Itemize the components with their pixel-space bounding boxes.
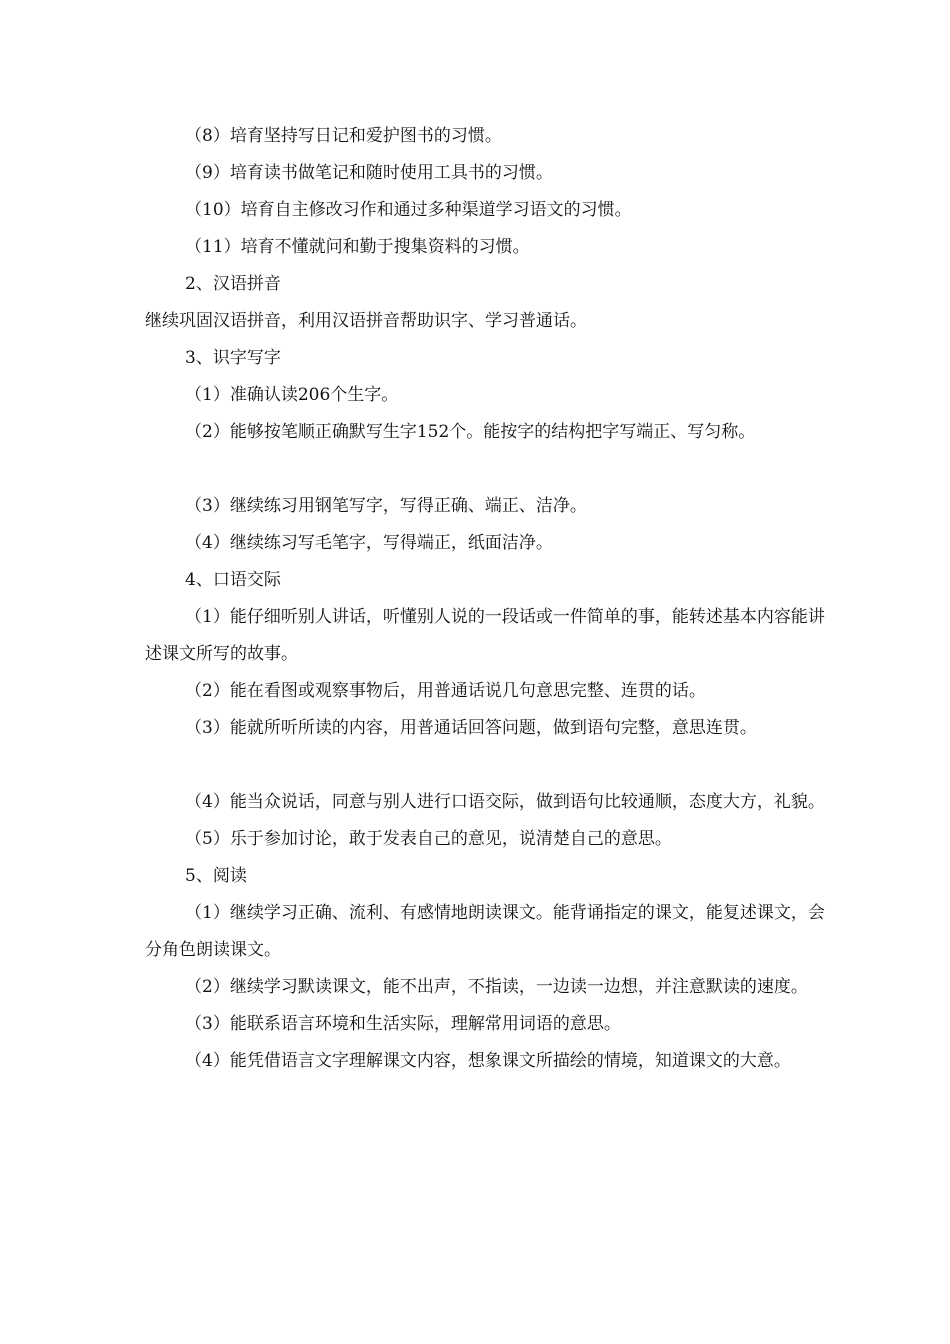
paragraph-speaking-1: （1）能仔细听别人讲话，听懂别人说的一段话或一件简单的事，能转述基本内容能讲述课文所写的故事。: [145, 607, 825, 664]
paragraph-literacy-4: （4）继续练习写毛笔字，写得端正，纸面洁净。: [185, 533, 553, 553]
paragraph-speaking-4: （4）能当众说话，同意与别人进行口语交际，做到语句比较通顺，态度大方，礼貌。: [185, 792, 825, 812]
paragraph-literacy-3: （3）继续练习用钢笔写字，写得正确、端正、洁净。: [185, 496, 587, 516]
section-heading-pinyin: 2、汉语拼音: [185, 274, 281, 294]
section-heading-literacy: 3、识字写字: [185, 348, 281, 368]
paragraph-speaking-2: （2）能在看图或观察事物后，用普通话说几句意思完整、连贯的话。: [185, 681, 706, 701]
paragraph-pinyin: 继续巩固汉语拼音，利用汉语拼音帮助识字、学习普通话。: [145, 311, 587, 331]
blank-line: [145, 451, 825, 488]
paragraph-speaking-5: （5）乐于参加讨论，敢于发表自己的意见，说清楚自己的意思。: [185, 829, 672, 849]
paragraph-habit-8: （8）培育坚持写日记和爱护图书的习惯。: [185, 126, 502, 146]
paragraph-habit-9: （9）培育读书做笔记和随时使用工具书的习惯。: [185, 163, 553, 183]
section-heading-speaking: 4、口语交际: [185, 570, 281, 590]
blank-line: [145, 747, 825, 784]
paragraph-habit-10: （10）培育自主修改习作和通过多种渠道学习语文的习惯。: [185, 200, 632, 220]
paragraph-reading-2: （2）继续学习默读课文，能不出声，不指读，一边读一边想，并注意默读的速度。: [185, 977, 808, 997]
paragraph-reading-3: （3）能联系语言环境和生活实际，理解常用词语的意思。: [185, 1014, 621, 1034]
section-heading-reading: 5、阅读: [185, 866, 247, 886]
paragraph-habit-11: （11）培育不懂就问和勤于搜集资料的习惯。: [185, 237, 530, 257]
paragraph-reading-4: （4）能凭借语言文字理解课文内容，想象课文所描绘的情境，知道课文的大意。: [185, 1051, 791, 1071]
document-body: [145, 118, 825, 1080]
paragraph-literacy-2: （2）能够按笔顺正确默写生字152个。能按字的结构把字写端正、写匀称。: [185, 422, 756, 442]
paragraph-speaking-3: （3）能就所听所读的内容，用普通话回答问题，做到语句完整，意思连贯。: [185, 718, 757, 738]
paragraph-literacy-1: （1）准确认读206个生字。: [185, 385, 399, 405]
paragraph-reading-1: （1）继续学习正确、流利、有感情地朗读课文。能背诵指定的课文，能复述课文，会分角色朗读课文。: [145, 903, 825, 960]
